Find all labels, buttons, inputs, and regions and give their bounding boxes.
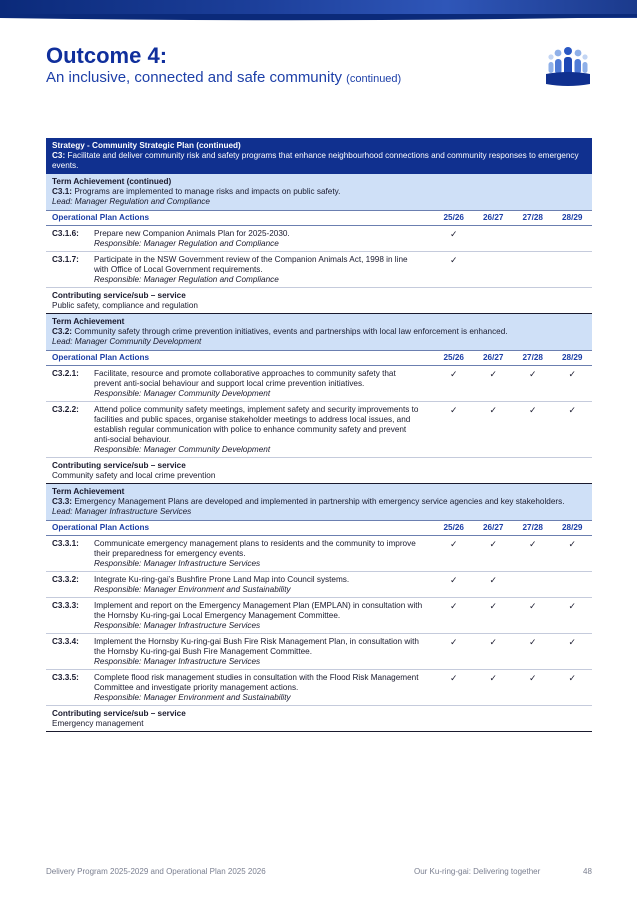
year-tick-mark: ✓ [528,539,537,549]
action-code: C3.3.3: [52,601,79,610]
actions-header [46,211,592,226]
title-block [46,43,401,88]
year-column-header: 26/27 [483,353,504,362]
action-description [94,637,434,667]
year-tick-mark: ✓ [568,637,577,647]
strategy-text [52,151,586,171]
action-row [46,572,592,598]
action-row [46,536,592,572]
year-tick-mark: ✓ [489,369,498,379]
year-tick-mark: ✓ [489,405,498,415]
contributing-heading: Contributing service/sub – service [52,709,186,718]
year-tick-mark [513,255,553,285]
contributing-service [46,288,592,314]
contributing-heading: Contributing service/sub – service [52,461,186,470]
action-responsible: Responsible: Manager Community Development [94,445,271,454]
year-column-header: 26/27 [483,523,504,532]
strategy-heading: Strategy - Community Strategic Plan (continued) [52,141,241,150]
year-tick-mark: ✓ [449,229,458,239]
year-tick-mark: ✓ [449,575,458,585]
action-text: Communicate emergency management plans to residents and the community to improve their preparedness for emergency events. [94,539,416,558]
actions-header [46,351,592,366]
action-description [94,673,434,703]
actions-header [46,521,592,536]
year-column-header: 28/29 [562,213,583,222]
term-code: C3.1: [52,187,73,196]
action-description [94,601,434,631]
subtitle-note: (continued) [346,73,402,85]
year-tick-mark [553,229,593,249]
action-responsible: Responsible: Manager Infrastructure Services [94,657,261,666]
term-text [52,497,586,507]
year-tick-mark: ✓ [528,637,537,647]
contributing-service [46,706,592,732]
action-row [46,634,592,670]
action-description [94,575,434,595]
year-tick-mark: ✓ [489,637,498,647]
action-responsible: Responsible: Manager Infrastructure Services [94,559,261,568]
term-achievement [46,174,592,211]
actions-heading: Operational Plan Actions [52,213,150,222]
action-text: Prepare new Companion Animals Plan for 2025-2030. [94,229,290,238]
year-tick-mark [474,229,514,249]
year-column-header: 27/28 [522,353,543,362]
action-text: Implement the Hornsby Ku-ring-gai Bush Fire Risk Management Plan, in consultation with the Hornsby Ku-ring-gai Bush Fire Management Committee. [94,637,419,656]
term-achievement [46,484,592,521]
action-responsible: Responsible: Manager Regulation and Compliance [94,275,279,284]
year-column-header: 28/29 [562,523,583,532]
year-tick-mark: ✓ [528,405,537,415]
action-code: C3.3.5: [52,673,79,682]
year-tick-mark: ✓ [568,405,577,415]
year-tick-mark: ✓ [489,539,498,549]
year-column-header: 27/28 [522,523,543,532]
action-code: C3.1.6: [52,229,79,238]
term-description: Emergency Management Plans are developed and implemented in partnership with emergency service agencies and key stakeholders. [74,497,565,506]
term-heading: Term Achievement [52,317,125,326]
subtitle-text: An inclusive, connected and safe community [46,69,342,86]
year-tick-mark: ✓ [568,673,577,683]
action-row [46,402,592,458]
year-tick-mark [553,255,593,285]
action-description [94,539,434,569]
banner-wave [0,14,637,22]
action-row [46,252,592,288]
term-heading: Term Achievement (continued) [52,177,172,186]
year-tick-mark [513,575,553,595]
year-tick-mark: ✓ [528,601,537,611]
year-tick-mark: ✓ [449,601,458,611]
action-responsible: Responsible: Manager Environment and Sustainability [94,585,291,594]
footer-right: Our Ku-ring-gai: Delivering together [414,867,541,876]
action-text: Complete flood risk management studies in consultation with the Flood Risk Management Committee and investigate priority management actions. [94,673,419,692]
action-description [94,369,434,399]
term-lead: Lead: Manager Community Development [52,337,202,346]
year-tick-mark [474,255,514,285]
action-responsible: Responsible: Manager Environment and Sustainability [94,693,291,702]
term-lead: Lead: Manager Regulation and Compliance [52,197,210,206]
action-description [94,229,434,249]
year-tick-mark: ✓ [449,539,458,549]
action-code: C3.2.2: [52,405,79,414]
year-column-header: 25/26 [443,353,464,362]
term-code: C3.2: [52,327,73,336]
year-tick-mark: ✓ [528,673,537,683]
contributing-heading: Contributing service/sub – service [52,291,186,300]
action-code: C3.3.2: [52,575,79,584]
term-achievement [46,314,592,351]
people-group-icon [546,44,590,88]
term-heading: Term Achievement [52,487,125,496]
footer-left: Delivery Program 2025-2029 and Operational Plan 2025 2026 [46,867,266,876]
contributing-text: Emergency management [52,719,144,728]
action-code: C3.1.7: [52,255,79,264]
year-column-header: 28/29 [562,353,583,362]
term-text [52,327,586,337]
actions-heading: Operational Plan Actions [52,353,150,362]
action-row [46,366,592,402]
year-column-header: 25/26 [443,523,464,532]
action-text: Facilitate, resource and promote collaborative approaches to community safety that prevent anti-social behaviour and support local crime prevention initiatives. [94,369,396,388]
action-responsible: Responsible: Manager Infrastructure Services [94,621,261,630]
action-text: Implement and report on the Emergency Management Plan (EMPLAN) in consultation with the Hornsby Ku-ring-gai Local Emergency Management Committee. [94,601,423,620]
page-subtitle [46,69,401,88]
action-text: Attend police community safety meetings, implement safety and security improvements to facilities and public spaces, organise stakeholder meetings to address local issues, and establish regular communication with police to enhance community safety and prevent anti-social behaviour. [94,405,419,444]
year-tick-mark: ✓ [449,369,458,379]
year-column-header: 26/27 [483,213,504,222]
action-code: C3.3.1: [52,539,79,548]
action-text: Participate in the NSW Government review of the Companion Animals Act, 1998 in line with Office of Local Government requirements. [94,255,408,274]
year-column-header: 27/28 [522,213,543,222]
year-tick-mark: ✓ [568,539,577,549]
term-code: C3.3: [52,497,73,506]
contributing-service [46,458,592,484]
year-tick-mark: ✓ [489,601,498,611]
action-row [46,670,592,706]
year-tick-mark: ✓ [489,673,498,683]
action-row [46,598,592,634]
action-row [46,226,592,252]
action-description [94,255,434,285]
strategy-header [46,138,592,174]
year-tick-mark: ✓ [528,369,537,379]
year-tick-mark [513,229,553,249]
term-description: Programs are implemented to manage risks and impacts on public safety. [74,187,341,196]
year-tick-mark: ✓ [449,255,458,265]
action-responsible: Responsible: Manager Community Development [94,389,271,398]
term-text [52,187,586,197]
strategy-description: Facilitate and deliver community risk and safety programs that enhance neighbourhood connections and community responses to emergency events. [52,151,579,170]
term-description: Community safety through crime prevention initiatives, events and partnerships with local law enforcement is enhanced. [74,327,508,336]
year-tick-mark: ✓ [568,369,577,379]
year-tick-mark: ✓ [449,637,458,647]
term-lead: Lead: Manager Infrastructure Services [52,507,192,516]
action-responsible: Responsible: Manager Regulation and Compliance [94,239,279,248]
strategy-code: C3: [52,151,66,160]
year-tick-mark: ✓ [489,575,498,585]
page-number: 48 [583,867,592,876]
contributing-text: Community safety and local crime prevention [52,471,216,480]
action-text: Integrate Ku-ring-gai’s Bushfire Prone Land Map into Council systems. [94,575,350,584]
action-code: C3.2.1: [52,369,79,378]
year-tick-mark: ✓ [449,673,458,683]
page-title: Outcome 4: [46,43,168,68]
year-tick-mark [553,575,593,595]
action-code: C3.3.4: [52,637,79,646]
actions-heading: Operational Plan Actions [52,523,150,532]
year-tick-mark: ✓ [449,405,458,415]
contributing-text: Public safety, compliance and regulation [52,301,198,310]
year-column-header: 25/26 [443,213,464,222]
year-tick-mark: ✓ [568,601,577,611]
action-description [94,405,434,455]
operational-plan-table [46,138,592,732]
